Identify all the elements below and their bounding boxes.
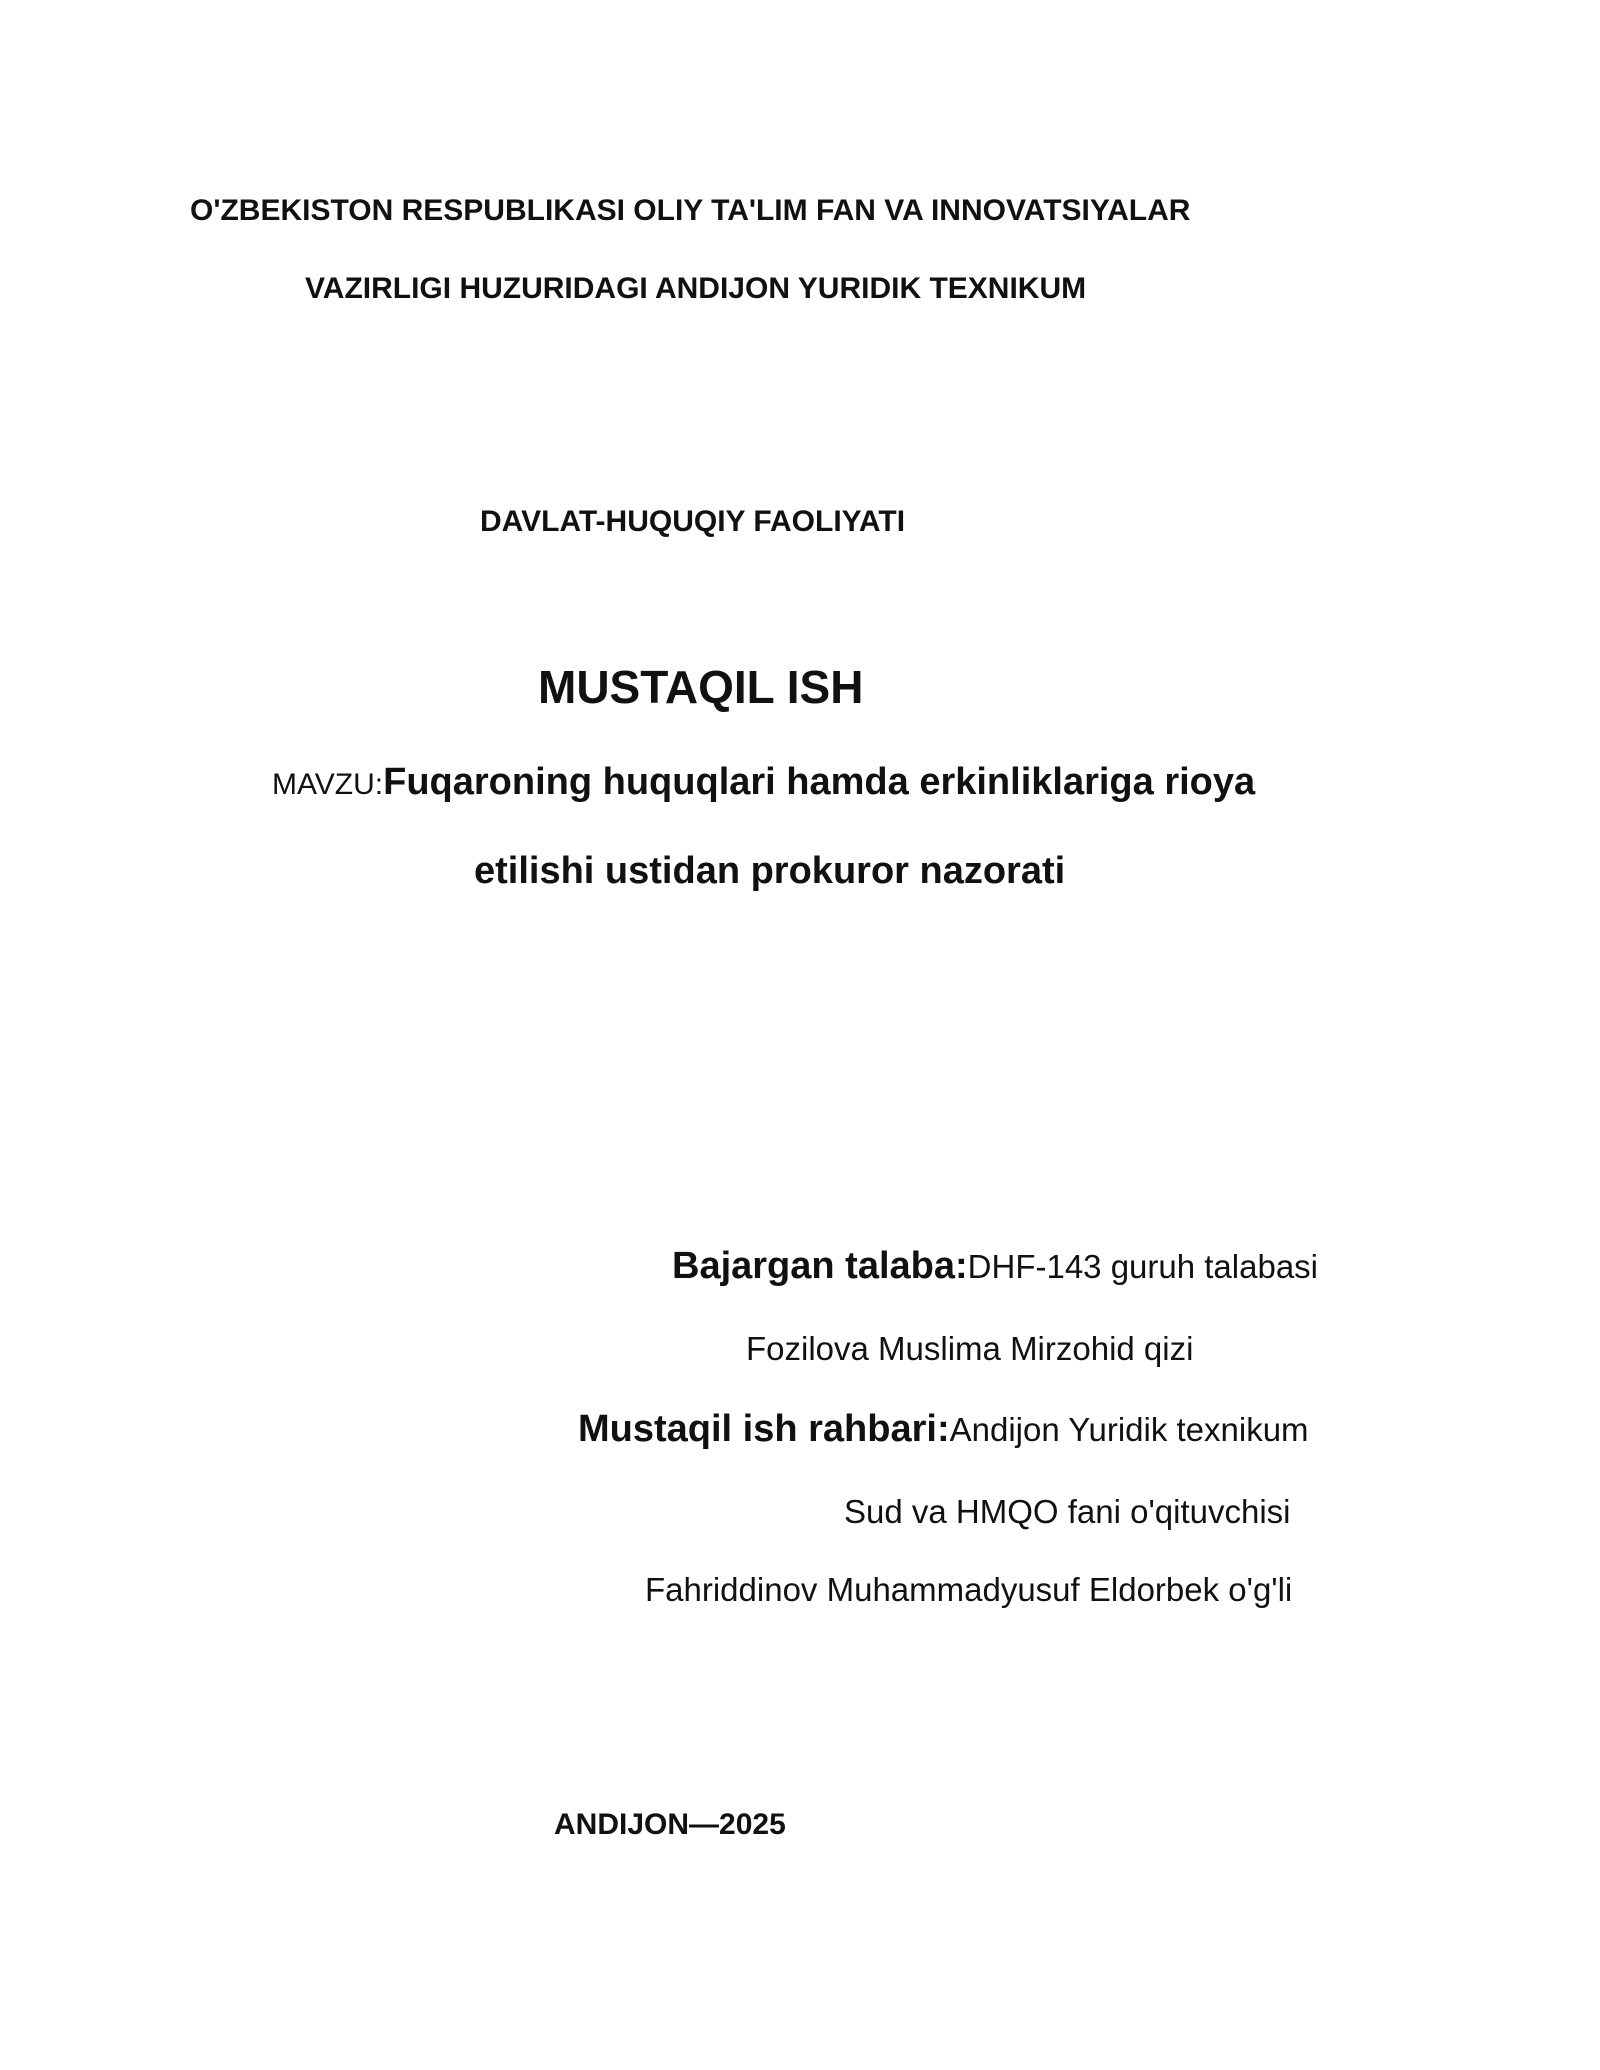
place-and-year: ANDIJON—2025: [554, 1808, 786, 1841]
student-name: Fozilova Muslima Mirzohid qizi: [746, 1330, 1194, 1367]
student-label: Bajargan talaba:: [672, 1245, 968, 1287]
header-line-1: O'ZBEKISTON RESPUBLIKASI OLIY TA'LIM FAN VA INNOVATSIYALAR: [190, 194, 1191, 227]
supervisor-name: Fahriddinov Muhammadyusuf Eldorbek o'g'li: [645, 1571, 1293, 1608]
topic-label: MAVZU:: [272, 768, 384, 801]
topic-line-2: etilishi ustidan prokuror nazorati: [474, 850, 1066, 892]
supervisor-row: [578, 1410, 1309, 1448]
topic-text-1: Fuqaroning huquqlari hamda erkinliklariga rioya: [383, 761, 1256, 803]
supervisor-label: Mustaqil ish rahbari:: [578, 1408, 950, 1450]
topic-line-1: [272, 763, 1255, 801]
subject-title: DAVLAT-HUQUQIY FAOLIYATI: [480, 505, 906, 538]
supervisor-org: Andijon Yuridik texnikum: [949, 1411, 1309, 1448]
header-line-2: VAZIRLIGI HUZURIDAGI ANDIJON YURIDIK TEXNIKUM: [305, 272, 1087, 305]
supervisor-role: Sud va HMQO fani o'qituvchisi: [844, 1493, 1291, 1530]
student-group: DHF-143 guruh talabasi: [967, 1248, 1319, 1285]
student-row: [672, 1247, 1318, 1285]
document-type-title: MUSTAQIL ISH: [538, 661, 864, 713]
